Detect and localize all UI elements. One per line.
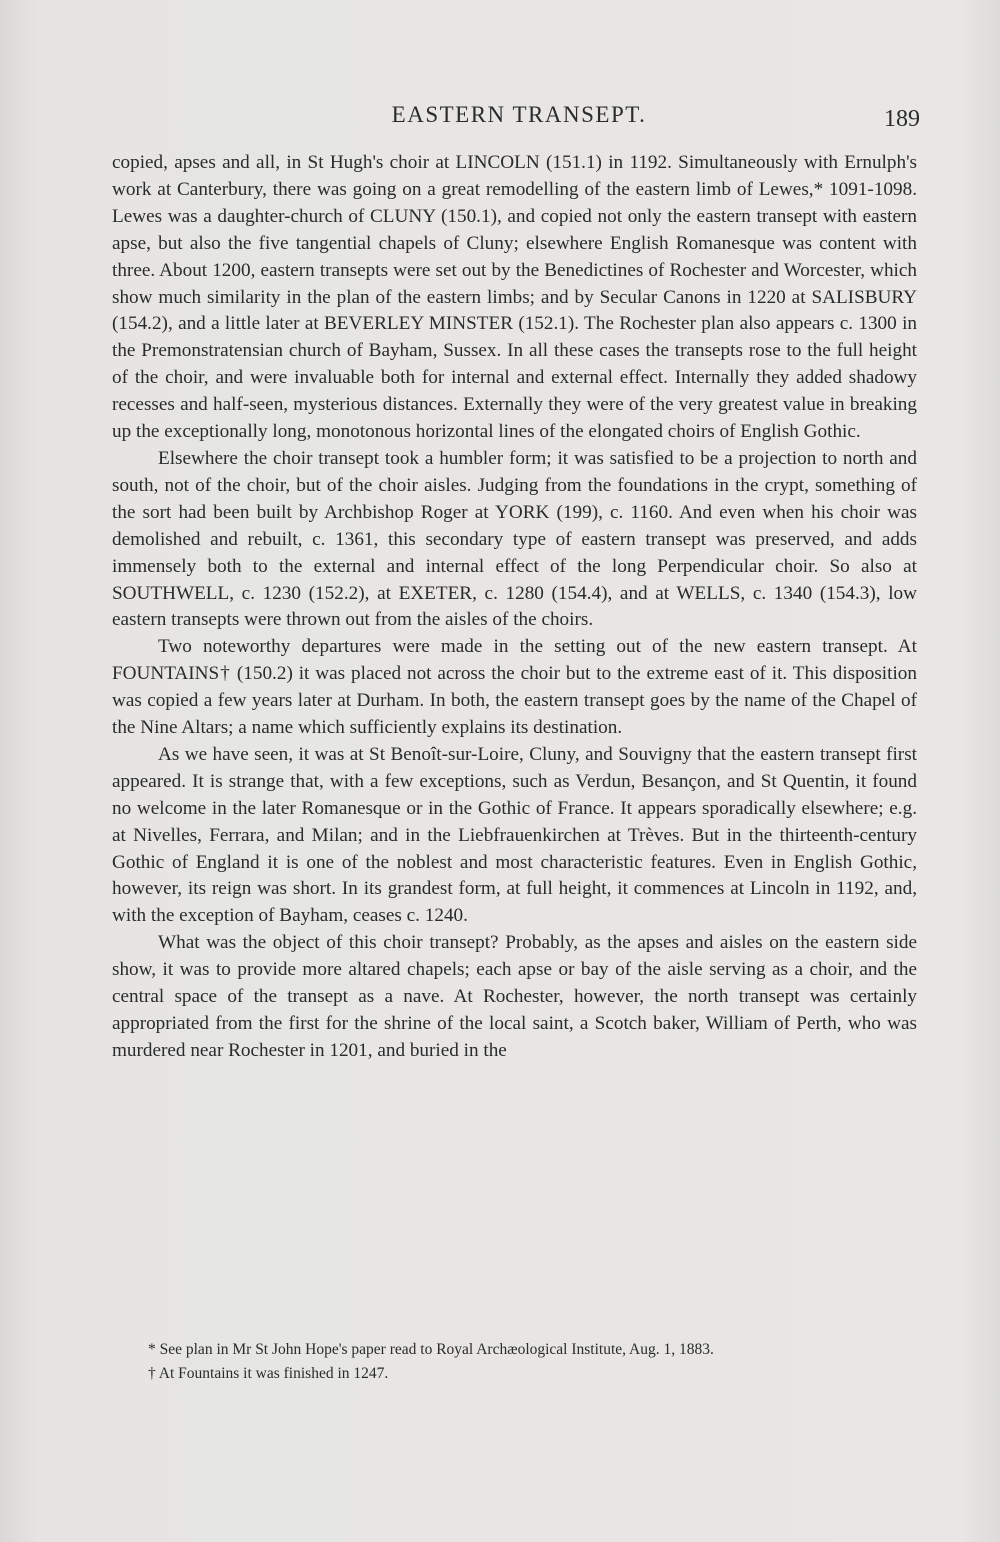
- page-number: 189: [884, 106, 920, 132]
- paragraph-1: copied, apses and all, in St Hugh's choir at LINCOLN (151.1) in 1192. Simultaneously with Ernulph's work at Canterbury, there was going on a great remodelling of the eastern limb of Lewes,* 1091-1098. Lewes was a daughter-church of CLUNY (150.1), and copied not only the eastern transept with eastern apse, but also the five tangential chapels of Cluny; elsewhere English Romanesque was content with three. About 1200, eastern transepts were set out by the Benedictines of Rochester and Worcester, which show much similarity in the plan of the eastern limbs; and by Secular Canons in 1220 at SALISBURY (154.2), and a little later at BEVERLEY MINSTER (152.1). The Rochester plan also appears c. 1300 in the Premonstratensian church of Bayham, Sussex. In all these cases the transepts rose to the full height of the choir, and were invaluable both for internal and external effect. Internally they added shadowy recesses and half-seen, mysterious distances. Externally they were of the very greatest value in breaking up the exceptionally long, monotonous horizontal lines of the elongated choirs of English Gothic.: [112, 152, 917, 443]
- paragraph-5: What was the object of this choir transept? Probably, as the apses and aisles on the eastern side show, it was to provide more altared chapels; each apse or bay of the aisle serving as a choir, and the central space of the transept as a nave. At Rochester, however, the north transept was certainly appropriated from the first for the shrine of the local saint, a Scotch baker, William of Perth, who was murdered near Rochester in 1201, and buried in the: [112, 932, 917, 1061]
- body-text: [112, 150, 917, 1065]
- paragraph-3: Two noteworthy departures were made in the setting out of the new eastern transept. At FOUNTAINS† (150.2) it was placed not across the choir but to the extreme east of it. This disposition was copied a few years later at Durham. In both, the eastern transept goes by the name of the Chapel of the Nine Altars; a name which sufficiently explains its destination.: [112, 636, 917, 739]
- page-header: [118, 102, 920, 136]
- footnote-1: * See plan in Mr St John Hope's paper read to Royal Archæological Institute, Aug. 1, 1883.: [148, 1341, 714, 1358]
- running-title: EASTERN TRANSEPT.: [391, 102, 647, 127]
- footnote-2: † At Fountains it was finished in 1247.: [148, 1365, 389, 1382]
- paragraph-2: Elsewhere the choir transept took a humbler form; it was satisfied to be a projection to north and south, not of the choir, but of the choir aisles. Judging from the foundations in the crypt, something of the sort had been built by Archbishop Roger at YORK (199), c. 1160. And even when his choir was demolished and rebuilt, c. 1361, this secondary type of eastern transept was preserved, and adds immensely both to the external and internal effect of the long Perpendicular choir. So also at SOUTHWELL, c. 1230 (152.2), at EXETER, c. 1280 (154.4), and at WELLS, c. 1340 (154.3), low eastern transepts were thrown out from the aisles of the choirs.: [112, 447, 917, 631]
- paragraph-4: As we have seen, it was at St Benoît-sur-Loire, Cluny, and Souvigny that the eastern transept first appeared. It is strange that, with a few exceptions, such as Verdun, Besançon, and St Quentin, it found no welcome in the later Romanesque or in the Gothic of France. It appears sporadically elsewhere; e.g. at Nivelles, Ferrara, and Milan; and in the Liebfrauenkirchen at Trèves. But in the thirteenth-century Gothic of England it is one of the noblest and most characteristic features. Even in English Gothic, however, its reign was short. In its grandest form, at full height, it commences at Lincoln in 1192, and, with the exception of Bayham, ceases c. 1240.: [112, 743, 917, 927]
- footnotes: [116, 1338, 916, 1386]
